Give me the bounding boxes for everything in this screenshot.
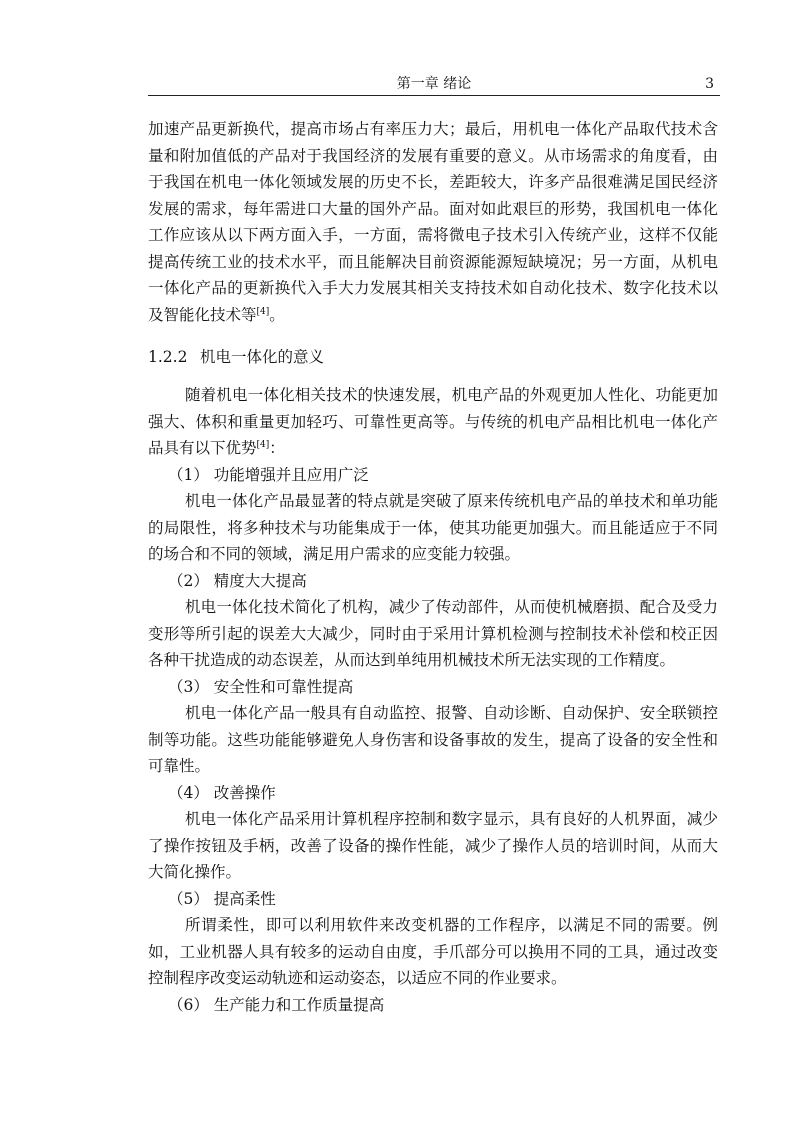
item-heading: （6） 生产能力和工作质量提高 xyxy=(168,995,385,1014)
citation-ref: [4] xyxy=(256,306,270,317)
intro-text: 加速产品更新换代，提高市场占有率压力大；最后，用机电一体化产品取代技术含量和附加值低的产品对于我国经济的发展有重要的意义。从市场需求的角度看，由于我国在机电一体化领域发展的历史不长，差距较大，许多产品很难满足国民经济发展的需求，每年需进口大量的国外产品。面对如此艰巨的形势，我国机电一体化工作应该从以下两方面入手，一方面，需将微电子技术引入传统产业，这样不仅能提高传统工业的技术水平，而且能解决目前资源能源短缺境况；另一方面，从机电一体化产品的更新换代入手大力发展其相关支持技术如自动化技术、数字化技术以及智能化技术等 xyxy=(148,120,718,324)
item-heading: （1） 功能增强并且应用广泛 xyxy=(168,465,369,484)
item-heading: （5） 提高柔性 xyxy=(168,889,276,908)
item-paragraph: 所谓柔性，即可以利用软件来改变机器的工作程序，以满足不同的需要。例如，工业机器人具有较多的运动自由度，手爪部分可以换用不同的工具，通过改变控制程序改变运动轨迹和运动姿态，以适应不同的作业要求。 xyxy=(148,916,718,987)
page-header xyxy=(148,74,720,94)
section-title: 机电一体化的意义 xyxy=(200,348,325,366)
section-lead-end: ： xyxy=(269,439,285,457)
chapter-title: 第一章 绪论 xyxy=(396,76,472,92)
section-heading xyxy=(148,344,718,370)
item-heading: （3） 安全性和可靠性提高 xyxy=(168,677,354,696)
item-paragraph: 机电一体化技术简化了机构，减少了传动部件，从而使机械磨损、配合及受力变形等所引起的误差大大减少，同时由于采用计算机检测与控制技术补偿和校正因各种干扰造成的动态误差，从而达到单纯用机械技术所无法实现的工作精度。 xyxy=(148,598,718,669)
intro-paragraph xyxy=(148,116,718,328)
header-rule xyxy=(148,95,720,96)
section-number: 1.2.2 xyxy=(148,348,188,366)
item-paragraph: 机电一体化产品一般具有自动监控、报警、自动诊断、自动保护、安全联锁控制等功能。这些功能能够避免人身伤害和设备事故的发生，提高了设备的安全性和可靠性。 xyxy=(148,704,718,775)
item-paragraph: 机电一体化产品最显著的特点就是突破了原来传统机电产品的单技术和单功能的局限性，将多种技术与功能集成于一体，使其功能更加强大。而且能适应于不同的场合和不同的领域，满足用户需求的应变能力较强。 xyxy=(148,492,718,563)
citation-ref: [4] xyxy=(256,439,270,450)
item-heading: （4） 改善操作 xyxy=(168,783,276,802)
item-paragraph: 机电一体化产品采用计算机程序控制和数字显示，具有良好的人机界面，减少了操作按钮及手柄，改善了设备的操作性能，减少了操作人员的培训时间，从而大大简化操作。 xyxy=(148,810,718,881)
body-text xyxy=(148,116,718,1018)
section-lead-paragraph xyxy=(148,382,718,462)
item-heading: （2） 精度大大提高 xyxy=(168,571,307,590)
page-number: 3 xyxy=(705,76,714,92)
section-lead-text: 随着机电一体化相关技术的快速发展，机电产品的外观更加人性化、功能更加强大、体积和重量更加轻巧、可靠性更高等。与传统的机电产品相比机电一体化产品具有以下优势 xyxy=(148,386,718,457)
intro-end: 。 xyxy=(269,305,285,324)
